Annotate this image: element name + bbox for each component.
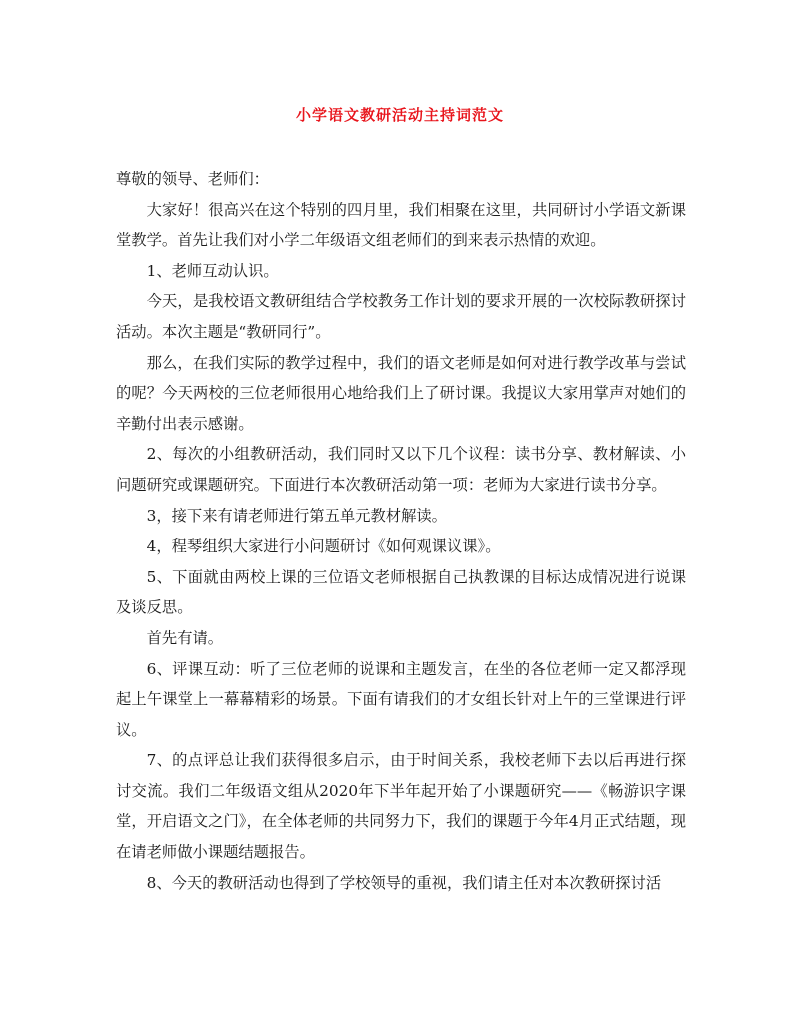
paragraph-welcome: 大家好！很高兴在这个特别的四月里，我们相聚在这里，共同研讨小学语文新课堂教学。首先让我们对小学二年级语文组老师们的到来表示热情的欢迎。 bbox=[116, 200, 686, 250]
paragraph-item-1: 1、老师互动认识。 bbox=[146, 261, 279, 280]
paragraph-item-4: 4，程琴组织大家进行小问题研讨《如何观课议课》。 bbox=[146, 537, 501, 556]
document-title: 小学语文教研活动主持词范文 bbox=[295, 106, 504, 124]
paragraph-theme: 今天，是我校语文教研组结合学校教务工作计划的要求开展的一次校际教研探讨活动。本次主题是“教研同行”。 bbox=[116, 292, 686, 341]
paragraph-item-7: 7、的点评总让我们获得很多启示，由于时间关系，我校老师下去以后再进行探讨交流。我们二年级语文组从2020年下半年起开始了小课题研究——《畅游识字课堂，开启语文之门》，在全体老师的共同努力下，我们的课题于今年4月正式结题，现在请老师做小课题结题报告。 bbox=[116, 751, 686, 862]
salutation: 尊敬的领导、老师们： bbox=[116, 170, 269, 188]
paragraph-item-2: 2、每次的小组教研活动，我们同时又以下几个议程：读书分享、教材解读、小问题研究或课题研究。下面进行本次教研活动第一项：老师为大家进行读书分享。 bbox=[116, 445, 686, 494]
paragraph-item-6: 6、评课互动：听了三位老师的说课和主题发言，在坐的各位老师一定又都浮现起上午课堂上一幕幕精彩的场景。下面有请我们的才女组长针对上午的三堂课进行评议。 bbox=[116, 659, 686, 739]
paragraph-item-5: 5、下面就由两校上课的三位语文老师根据自己执教课的目标达成情况进行说课及谈反思。 bbox=[116, 567, 686, 617]
paragraph-first-invite: 首先有请。 bbox=[146, 628, 224, 647]
paragraph-item-8: 8、今天的教研活动也得到了学校领导的重视，我们请主任对本次教研探讨活 bbox=[146, 873, 662, 892]
paragraph-thanks: 那么，在我们实际的教学过程中，我们的语文老师是如何对进行教学改革与尝试的呢？今天两校的三位老师很用心地给我们上了研讨课。我提议大家用掌声对她们的辛勤付出表示感谢。 bbox=[116, 353, 686, 433]
document-body bbox=[116, 164, 686, 898]
paragraph-item-3: 3，接下来有请老师进行第五单元教材解读。 bbox=[146, 506, 447, 525]
